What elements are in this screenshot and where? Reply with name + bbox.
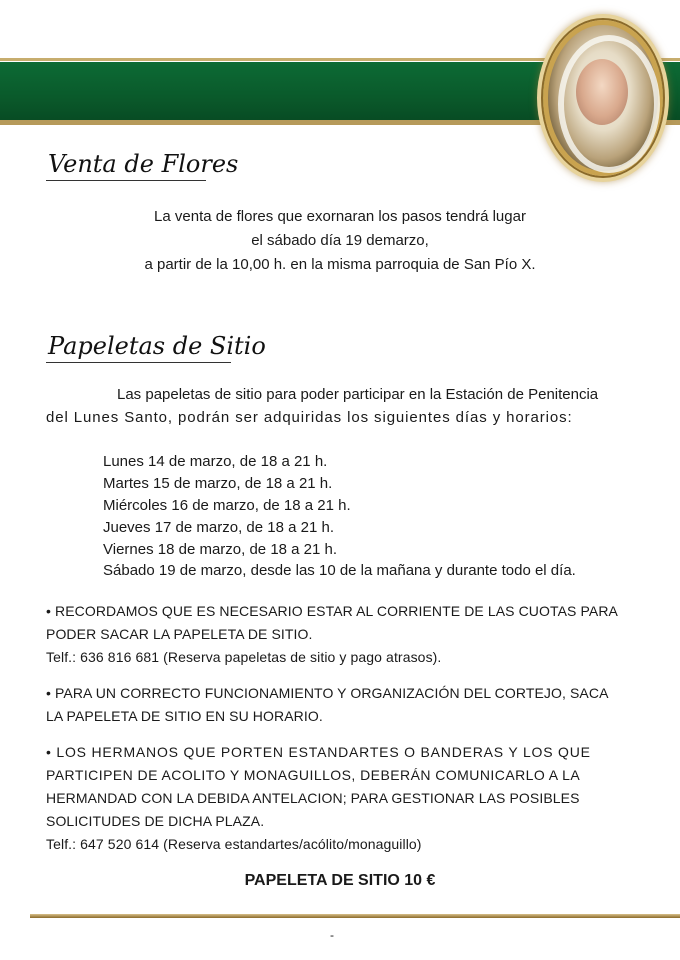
- papeletas-intro-1: Las papeletas de sitio para poder participar en la Estación de Penitencia: [117, 386, 599, 403]
- schedule-item: Jueves 17 de marzo, de 18 a 21 h.: [103, 519, 334, 536]
- flores-line-3: a partir de la 10,00 h. en la misma parroquia de San Pío X.: [144, 256, 536, 273]
- schedule-item: Viernes 18 de marzo, de 18 a 21 h.: [103, 541, 338, 558]
- flores-line-2: el sábado día 19 demarzo,: [251, 232, 429, 249]
- schedule-item: Miércoles 16 de marzo, de 18 a 21 h.: [103, 497, 351, 514]
- section-title-flores: Venta de Flores: [48, 150, 239, 178]
- notice-estandartes-line: SOLICITUDES DE DICHA PLAZA.: [46, 813, 265, 829]
- notice-estandartes-line: HERMANDAD CON LA DEBIDA ANTELACION; PARA GESTIONAR LAS POSIBLES: [46, 790, 580, 806]
- flores-line-1: La venta de flores que exornaran los pasos tendrá lugar: [154, 208, 526, 225]
- notice-cuotas-line: • RECORDAMOS QUE ES NECESARIO ESTAR AL CORRIENTE DE LAS CUOTAS PARA: [46, 603, 618, 619]
- notice-cortejo-line: • PARA UN CORRECTO FUNCIONAMIENTO Y ORGANIZACIÓN DEL CORTEJO, SACA: [46, 685, 609, 701]
- section-title-papeletas: Papeletas de Sitio: [48, 332, 266, 360]
- notice-estandartes-line: • LOS HERMANOS QUE PORTEN ESTANDARTES O BANDERAS Y LOS QUE: [46, 744, 591, 760]
- title-underline-flores: [46, 180, 206, 181]
- schedule-item: Sábado 19 de marzo, desde las 10 de la mañana y durante todo el día.: [103, 562, 576, 579]
- footer-gold-line: [30, 914, 680, 918]
- notice-cuotas-phone: Telf.: 636 816 681 (Reserva papeletas de sitio y pago atrasos).: [46, 649, 442, 665]
- schedule-item: Lunes 14 de marzo, de 18 a 21 h.: [103, 453, 328, 470]
- virgin-portrait-medallion: [543, 20, 663, 176]
- notice-cortejo-line: LA PAPELETA DE SITIO EN SU HORARIO.: [46, 708, 323, 724]
- title-underline-papeletas: [46, 362, 231, 363]
- portrait-face: [576, 59, 628, 125]
- price-label: PAPELETA DE SITIO 10 €: [244, 872, 436, 889]
- notice-cuotas-line: PODER SACAR LA PAPELETA DE SITIO.: [46, 626, 313, 642]
- footer-mark: -: [330, 928, 334, 942]
- notice-estandartes-phone: Telf.: 647 520 614 (Reserva estandartes/acólito/monaguillo): [46, 836, 422, 852]
- schedule-item: Martes 15 de marzo, de 18 a 21 h.: [103, 475, 333, 492]
- papeletas-intro-2: del Lunes Santo, podrán ser adquiridas los siguientes días y horarios:: [46, 409, 573, 426]
- notice-estandartes-line: PARTICIPEN DE ACOLITO Y MONAGUILLOS, DEBERÁN COMUNICARLO A LA: [46, 767, 581, 783]
